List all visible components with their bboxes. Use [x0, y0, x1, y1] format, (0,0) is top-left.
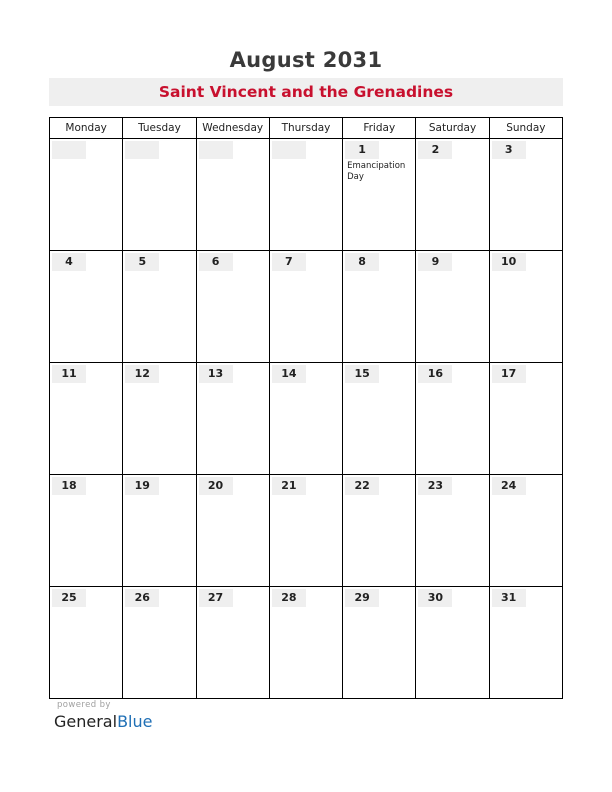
week-row — [50, 475, 563, 587]
day-number: 8 — [345, 253, 379, 271]
week-row — [50, 587, 563, 699]
weekday-tuesday: Tuesday — [123, 118, 196, 139]
calendar-grid — [49, 117, 563, 699]
day-cell — [123, 363, 196, 475]
day-number: 10 — [492, 253, 526, 271]
day-number — [272, 141, 306, 159]
day-cell-empty — [123, 139, 196, 251]
day-number: 14 — [272, 365, 306, 383]
day-number: 17 — [492, 365, 526, 383]
day-cell — [416, 139, 489, 251]
day-number: 3 — [492, 141, 526, 159]
weekday-sunday: Sunday — [489, 118, 562, 139]
page-title: August 2031 — [229, 48, 383, 72]
day-cell — [123, 251, 196, 363]
day-cell — [489, 587, 562, 699]
day-number: 18 — [52, 477, 86, 495]
day-cell — [196, 251, 269, 363]
day-cell — [489, 475, 562, 587]
day-cell — [416, 587, 489, 699]
day-cell — [343, 139, 416, 251]
day-number: 7 — [272, 253, 306, 271]
day-number: 4 — [52, 253, 86, 271]
day-number: 31 — [492, 589, 526, 607]
day-number: 21 — [272, 477, 306, 495]
day-cell — [343, 363, 416, 475]
day-cell — [416, 251, 489, 363]
day-number: 30 — [418, 589, 452, 607]
weekday-thursday: Thursday — [269, 118, 342, 139]
day-number: 24 — [492, 477, 526, 495]
day-cell — [50, 587, 123, 699]
brand-logo[interactable] — [54, 712, 152, 731]
weekday-monday: Monday — [50, 118, 123, 139]
day-number: 11 — [52, 365, 86, 383]
day-number: 27 — [199, 589, 233, 607]
powered-by-label: powered by — [57, 700, 111, 710]
day-number: 29 — [345, 589, 379, 607]
day-cell — [196, 363, 269, 475]
day-number: 9 — [418, 253, 452, 271]
day-cell — [269, 363, 342, 475]
day-cell — [269, 251, 342, 363]
day-number: 19 — [125, 477, 159, 495]
day-number — [125, 141, 159, 159]
day-number: 22 — [345, 477, 379, 495]
weekday-saturday: Saturday — [416, 118, 489, 139]
day-number — [199, 141, 233, 159]
brand-blue: Blue — [117, 712, 153, 731]
day-number: 16 — [418, 365, 452, 383]
day-cell — [196, 475, 269, 587]
day-cell — [269, 475, 342, 587]
weekday-wednesday: Wednesday — [196, 118, 269, 139]
day-number: 1 — [345, 141, 379, 159]
day-number: 25 — [52, 589, 86, 607]
day-number: 23 — [418, 477, 452, 495]
day-cell — [343, 251, 416, 363]
week-row — [50, 139, 563, 251]
weekday-friday: Friday — [343, 118, 416, 139]
day-cell — [123, 587, 196, 699]
day-cell — [50, 251, 123, 363]
week-row — [50, 363, 563, 475]
week-row — [50, 251, 563, 363]
day-cell — [489, 251, 562, 363]
day-number: 6 — [199, 253, 233, 271]
day-cell — [489, 139, 562, 251]
day-cell — [50, 475, 123, 587]
country-name: Saint Vincent and the Grenadines — [49, 78, 563, 106]
day-number: 28 — [272, 589, 306, 607]
day-cell — [269, 587, 342, 699]
day-number: 26 — [125, 589, 159, 607]
day-cell — [416, 475, 489, 587]
weekday-header-row — [50, 118, 563, 139]
day-number: 5 — [125, 253, 159, 271]
day-number: 12 — [125, 365, 159, 383]
day-number: 15 — [345, 365, 379, 383]
day-number: 20 — [199, 477, 233, 495]
day-cell-empty — [196, 139, 269, 251]
day-number: 13 — [199, 365, 233, 383]
day-cell — [196, 587, 269, 699]
day-number — [52, 141, 86, 159]
day-cell-empty — [50, 139, 123, 251]
day-cell — [416, 363, 489, 475]
day-cell — [50, 363, 123, 475]
holiday-event: Emancipation Day — [347, 161, 406, 182]
day-cell — [123, 475, 196, 587]
day-cell — [343, 587, 416, 699]
day-number: 2 — [418, 141, 452, 159]
day-cell-empty — [269, 139, 342, 251]
brand-general: General — [54, 712, 118, 731]
day-cell — [489, 363, 562, 475]
day-cell — [343, 475, 416, 587]
